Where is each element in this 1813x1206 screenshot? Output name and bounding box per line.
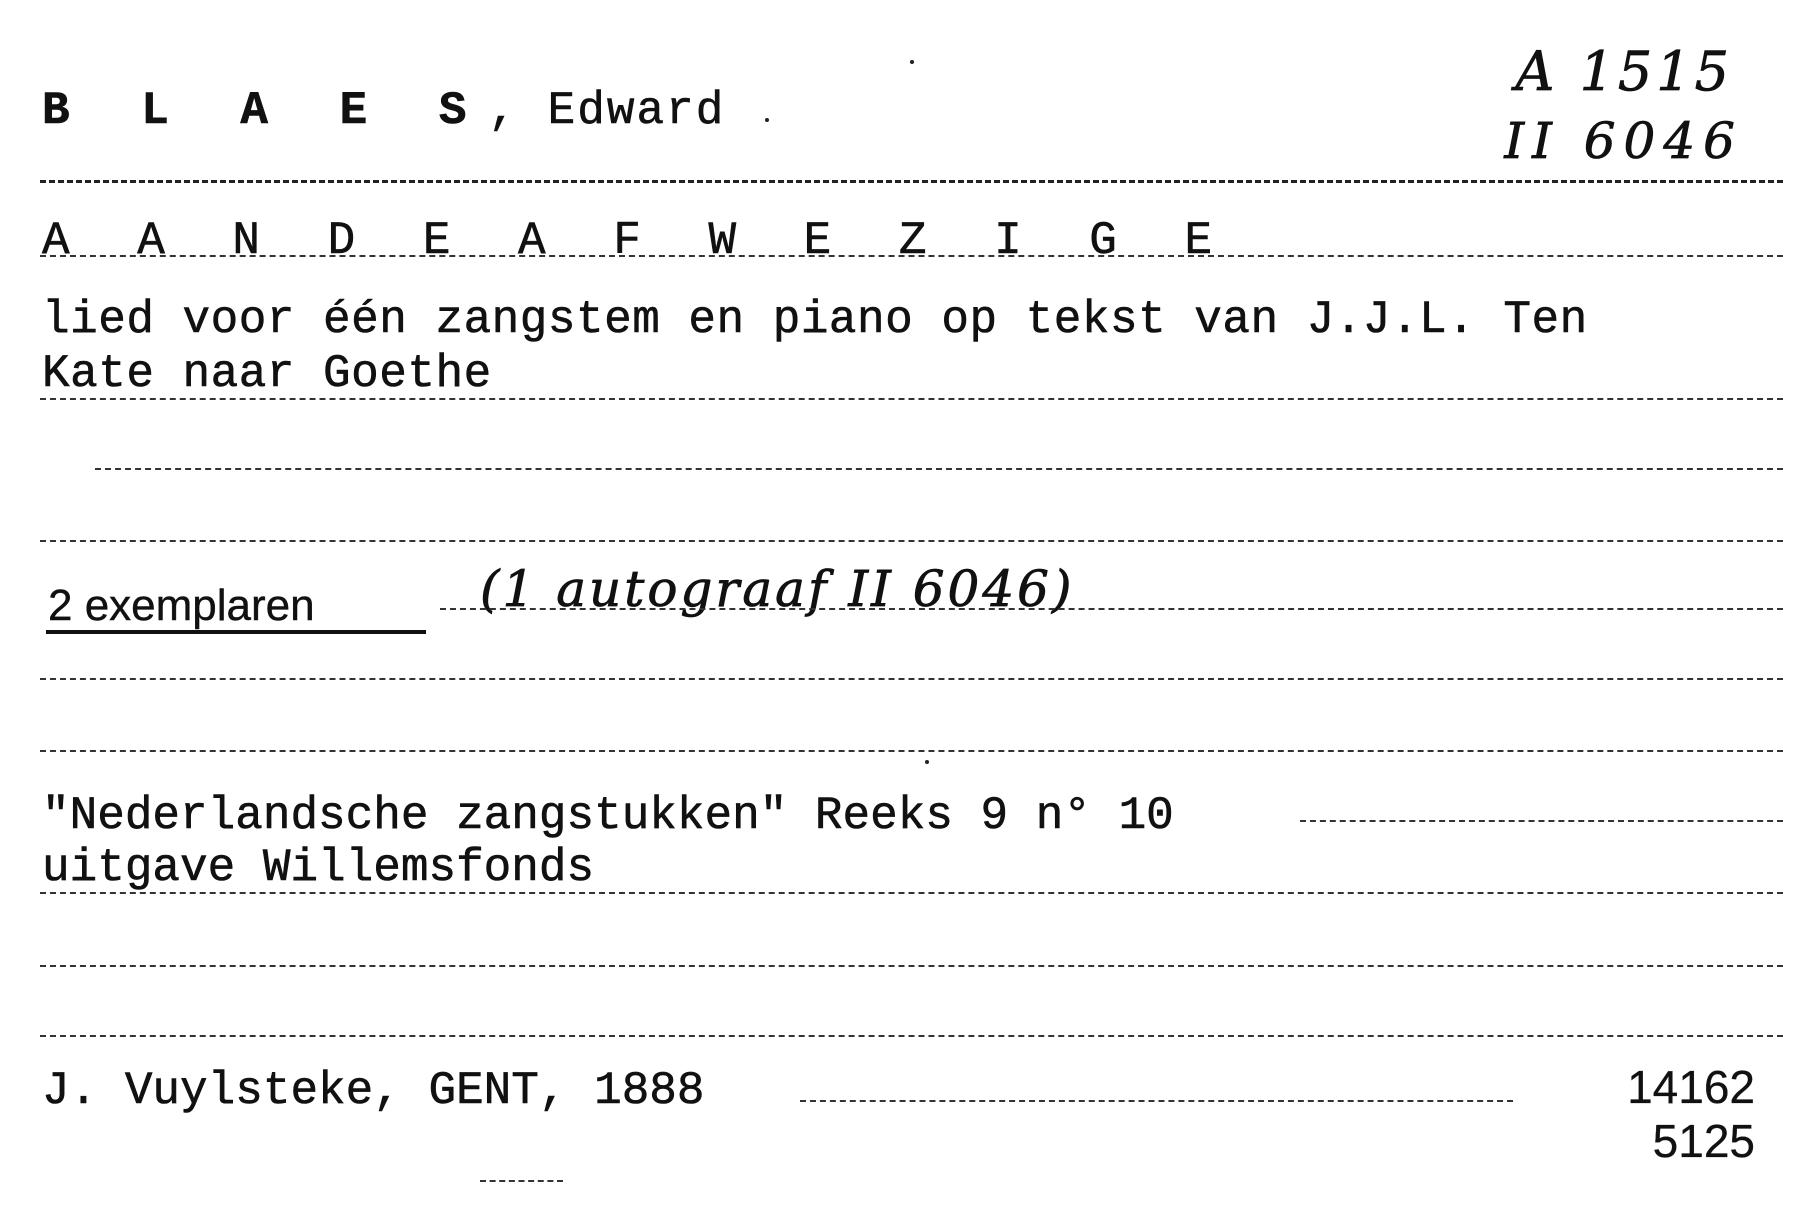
divider-rule — [40, 892, 1783, 894]
divider-rule — [40, 180, 1783, 183]
work-subtitle: lied voor één zangstem en piano op tekst van J.J.L. Ten Kate naar Goethe — [42, 294, 1588, 400]
work-title: A A N D E A F W E Z I G E — [42, 215, 1233, 267]
divider-rule — [40, 540, 1783, 542]
divider-rule — [40, 255, 1783, 257]
copies-underline — [46, 630, 426, 634]
author-surname: B L A E S — [42, 85, 489, 137]
author-separator: , — [488, 85, 519, 137]
divider-rule — [40, 398, 1783, 400]
copies-count: 2 exemplaren — [48, 581, 315, 630]
divider-rule — [440, 608, 1783, 610]
author-heading — [42, 85, 725, 137]
author-given-name: Edward — [547, 85, 726, 137]
divider-rule — [40, 1035, 1783, 1037]
series-statement: "Nederlandsche zangstukken" Reeks 9 n° 10 uitgave Willemsfonds — [42, 790, 1174, 894]
publisher-statement: J. Vuylsteke, GENT, 1888 — [42, 1065, 705, 1117]
divider-rule — [480, 1180, 563, 1182]
handwritten-shelfmark-1: A 1515 — [1515, 40, 1733, 103]
divider-rule — [40, 750, 1783, 752]
speck — [925, 760, 929, 764]
divider-rule — [1300, 820, 1783, 822]
handwritten-copies-note: (1 autograaf II 6046) — [480, 560, 1075, 618]
speck — [765, 118, 769, 122]
accession-numbers: 14162 5125 — [1627, 1061, 1755, 1167]
divider-rule — [95, 468, 1783, 470]
divider-rule — [40, 678, 1783, 680]
speck — [910, 60, 914, 64]
divider-rule — [800, 1100, 1513, 1102]
divider-rule — [40, 965, 1783, 967]
handwritten-shelfmark-2: II 6046 — [1504, 112, 1743, 170]
